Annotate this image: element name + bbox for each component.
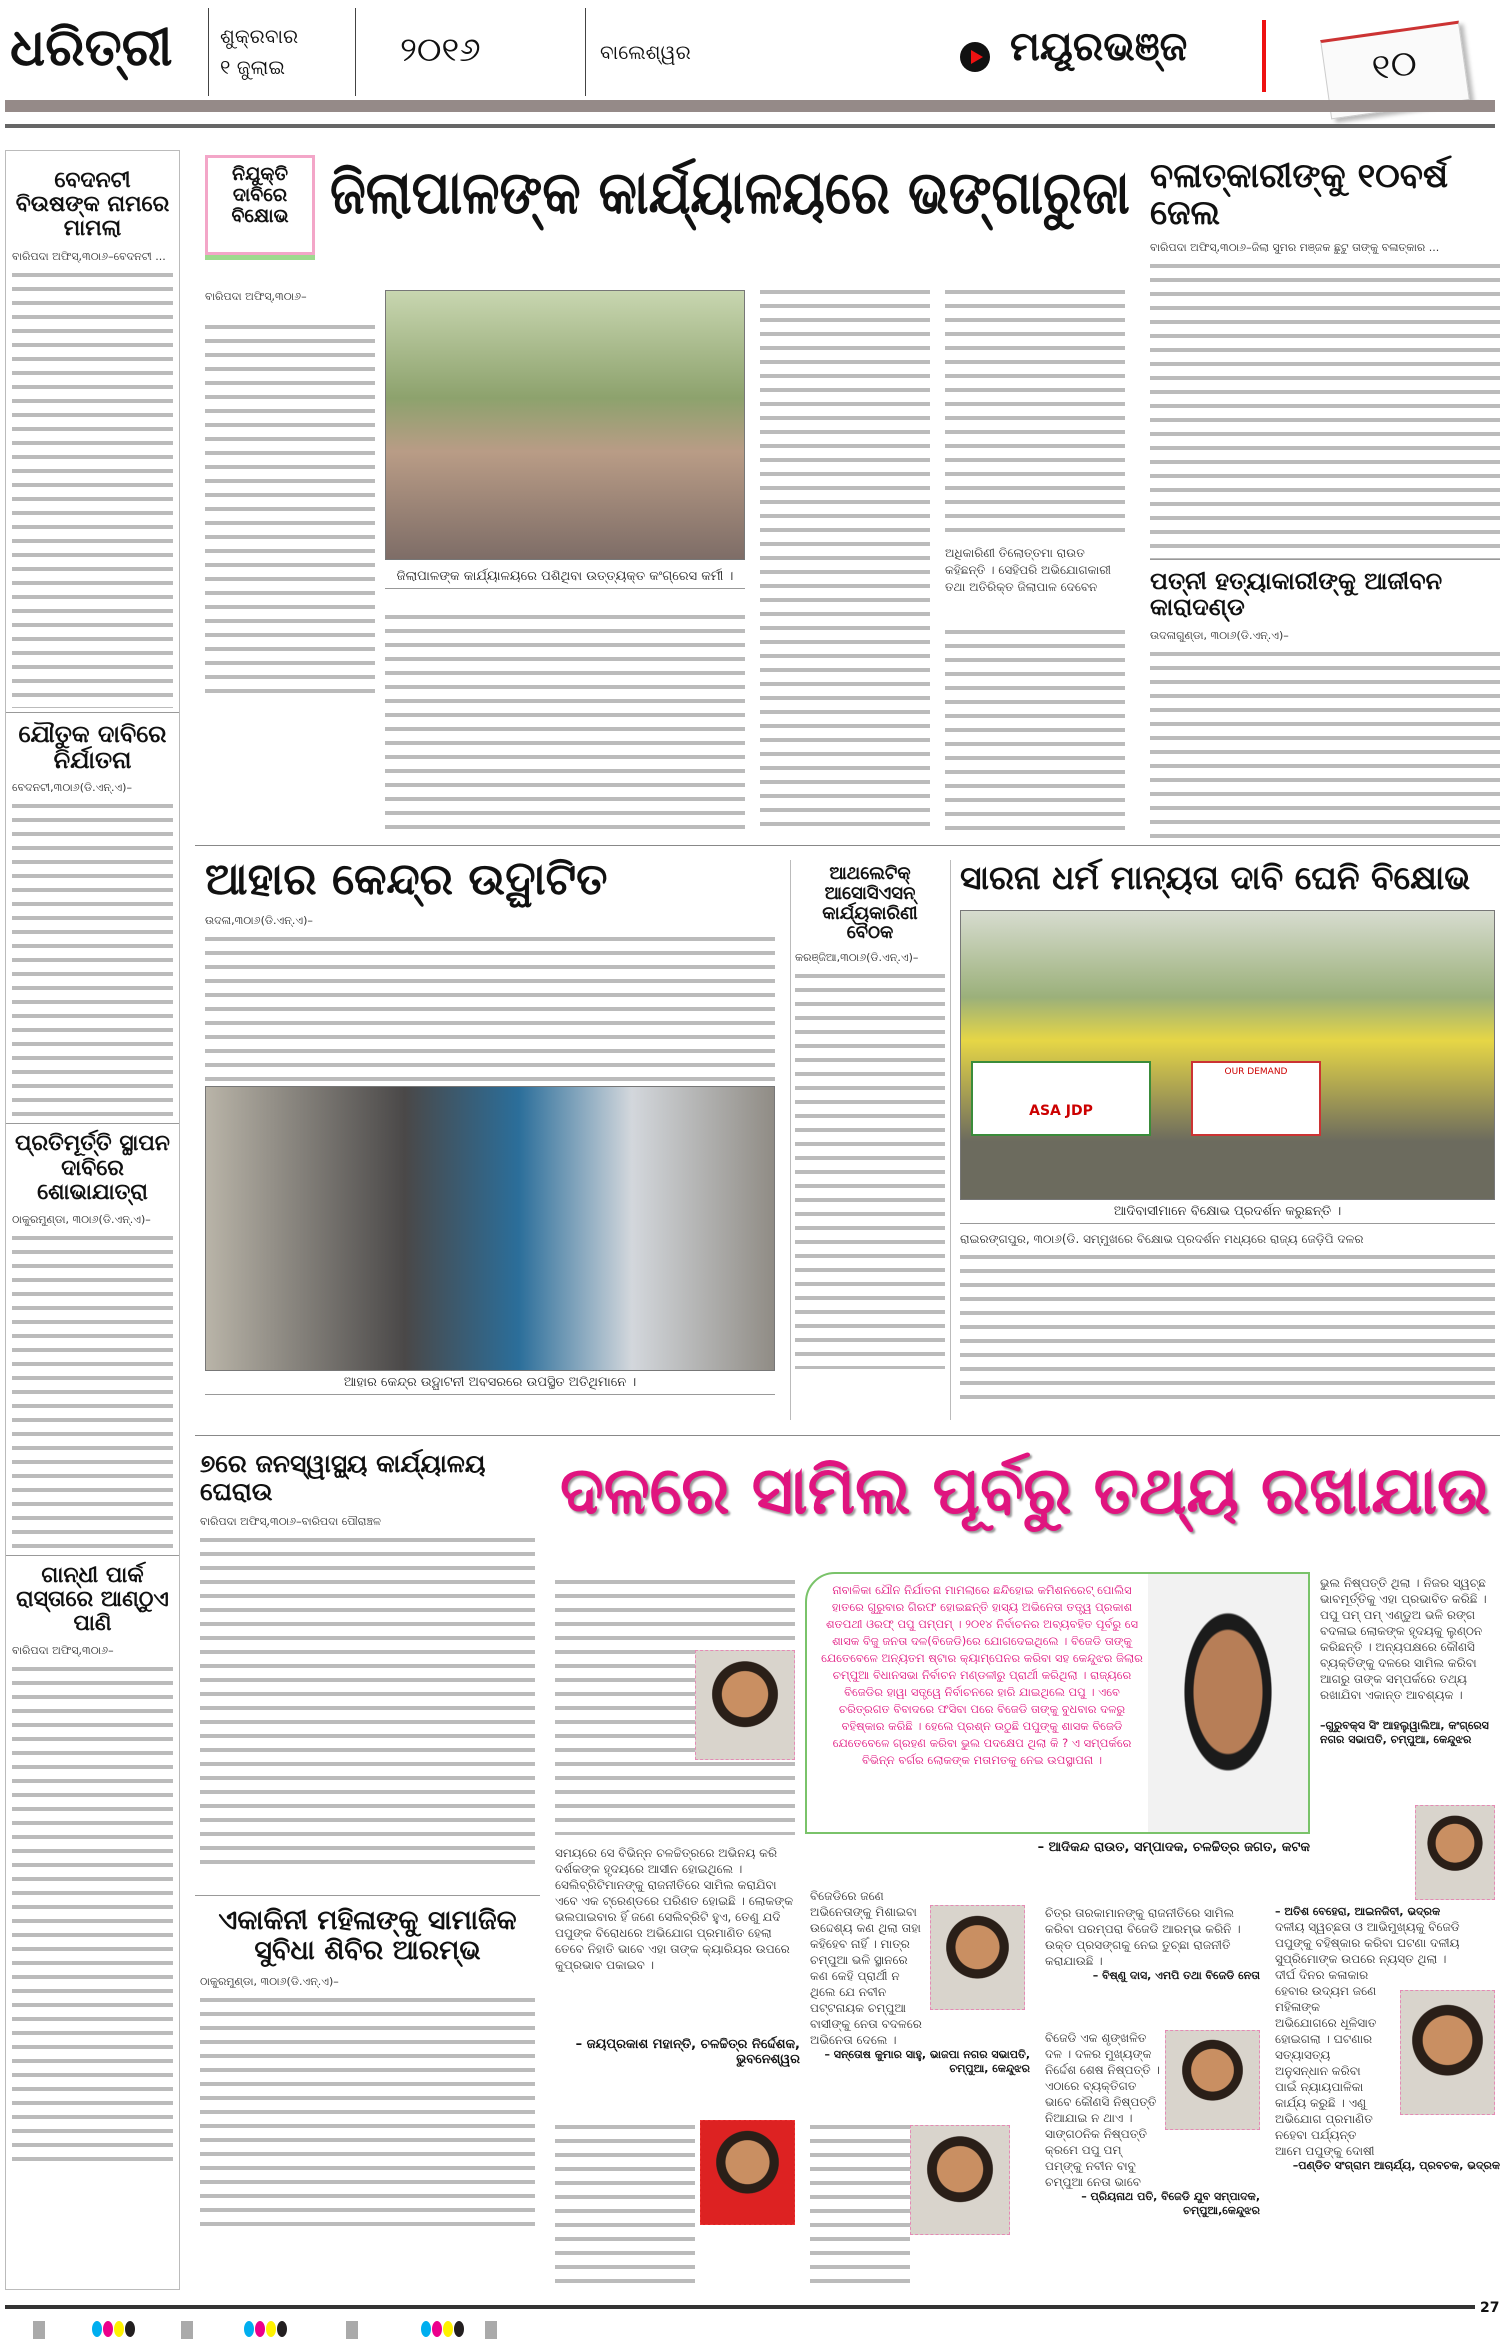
- masthead-edition-wrap: [600, 40, 900, 64]
- headline: ଆଥଲେଟିକ୍ ଆସୋସିଏସନ୍ କାର୍ଯ୍ୟକାରିଣୀ ବୈଠକ: [822, 863, 918, 944]
- masthead-date-wrap: [220, 55, 348, 79]
- headline: ଏକାକିନୀ ମହିଳାଙ୍କୁ ସାମାଜିକ ସୁବିଧା ଶିବିର ଆରମ୍ଭ: [218, 1905, 517, 1966]
- section-title-wrap: [1010, 25, 1250, 69]
- page-number: ୧୦: [1369, 42, 1420, 89]
- photo-caption: ଆଦିବାସୀମାନେ ବିକ୍ଷୋଭ ପ୍ରଦର୍ଶନ କରୁଛନ୍ତି ।: [960, 1200, 1495, 1224]
- story-lead: ରାଇରଙ୍ଗପୁର, ୩୦ା୬(ଡି. ସମ୍ମୁଖରେ ବିକ୍ଷୋଭ ପ୍ରଦର୍ଶନ ମଧ୍ୟରେ ରାଜ୍ୟ ଜେଡ଼ିପି ଦଳର: [960, 1232, 1364, 1247]
- story-lead: ବେଦନଟୀ,୩୦ା୬(ଡି.ଏନ୍.ଏ)–: [12, 781, 132, 795]
- masthead-day-wrap: [220, 24, 348, 48]
- quote-4: ଚିତ୍ର ତାରକାମାନଙ୍କୁ ରାଜନୀତିରେ ସାମିଲ କରିବା ପରମ୍ପରା ବିଜେଡି ଆରମ୍ଭ କରିନି । ଉକ୍ତ ପ୍ରସଙ୍ଗକୁ ନେଇ ତୁଚ୍ଛା ରାଜନୀତି କରାଯାଉଛି । – ବିଷ୍ଣୁ ଦାସ, ଏମପି ତଥା ବିଜେଡି ନେତା: [1045, 1906, 1260, 1982]
- sarana-protest-photo: [960, 910, 1495, 1200]
- headline: ବଳାତ୍କାରୀଙ୍କୁ ୧୦ବର୍ଷ ଜେଲ: [1150, 156, 1449, 234]
- story-lead: ବାରିପଦା ଅଫିସ୍,୩୦ା୬–: [12, 1644, 114, 1658]
- play-bullet-icon: [960, 42, 990, 72]
- quote-6: – ଅତିଶ ବେହେରା, ଆଇନଜିବୀ, ଭଦ୍ରକ ଦଳୀୟ ସ୍ୱଚ୍ଛତା ଓ ଆଭିମୁଖ୍ୟକୁ ବିଜେଡି ପପୁଙ୍କୁ ବହିଷ୍କାର କରିବା ଘଟଣା ଦଳୀୟ ସୁପ୍ରିମୋଙ୍କ ଉପରେ ନ୍ୟସ୍ତ ଥିଲା । ଦୀର୍ଘ ଦିନର କଳାକାର ହେବାର ଉଦ୍ୟମ ଜଣେ ମହିଳାଙ୍କ ଅଭିଯୋଗରେ ଧୂଳିସାତ ହୋଇଗଲା । ଘଟଣାର ସତ୍ୟାସତ୍ୟ ଅନୁସନ୍ଧାନ କରିବା ପାଇଁ ନ୍ୟାୟପାଳିକା କାର୍ଯ୍ୟ କରୁଛି । ଏଣୁ ଅଭିଯୋଗ ପ୍ରମାଣିତ ନହେବା ପର୍ଯ୍ୟନ୍ତ ଆମେ ପପୁଙ୍କୁ ଦୋଷୀ –ପଣ୍ଡିତ ସଂଗ୍ରାମ ଆଚାର୍ଯ୍ୟ, ପ୍ରବଚକ, ଭଦ୍ରକ: [1275, 1905, 1500, 2172]
- janaswasthya-story: [195, 1440, 540, 1890]
- photo-caption: ଜିଲାପାଳଙ୍କ କାର୍ଯ୍ୟାଳୟରେ ପଶିଥିବା ଉତ୍ତ୍ୟକ୍ତ କଂଗ୍ରେସ କର୍ମୀ ।: [385, 565, 745, 589]
- portrait-photo: [930, 1905, 1025, 2010]
- left-column: [5, 150, 180, 2290]
- masthead-edition: ବାଲେଶ୍ୱର: [600, 40, 691, 64]
- headline: ସାରନା ଧର୍ମ ମାନ୍ୟତା ଦାବି ଘେନି ବିକ୍ଷୋଭ: [960, 858, 1471, 897]
- story-lead: ଠାକୁରମୁଣ୍ଡା, ୩୦ା୬(ଡି.ଏନ୍.ଏ)–: [200, 1975, 339, 1989]
- masthead-year-wrap: [400, 30, 570, 70]
- feature-headline: ଦଳରେ ସାମିଲ ପୂର୍ବରୁ ତଥ୍ୟ ରଖାଯାଉ: [560, 1452, 1490, 1529]
- headline: ଗାନ୍ଧୀ ପାର୍କ ରାସ୍ତାରେ ଆଣ୍ଠୁଏ ପାଣି: [6, 1555, 179, 1645]
- quote-1: ଭୁଲ ନିଷ୍ପତ୍ତି ଥିଲା । ନିଜର ସ୍ୱଚ୍ଛ ଭାବମୂର୍ତ୍ତିକୁ ଏହା ପ୍ରଭାବିତ କରିଛି । ପପୁ ପମ୍ ପମ୍ ଏଣ୍ଡୁଅ ଭଳି ରଙ୍ଗ ବଦଳାଇ ଲୋକଙ୍କ ହୃଦୟକୁ ଲୁଣ୍ଠନ କରିଛନ୍ତି । ଅନ୍ୟପକ୍ଷରେ କୌଣସି ବ୍ୟକ୍ତିଙ୍କୁ ଦଳରେ ସାମିଲ କରିବା ଆଗରୁ ତାଙ୍କ ସମ୍ପର୍କରେ ତଥ୍ୟ ରଖାଯିବା ଏକାନ୍ତ ଆବଶ୍ୟକ । –ଗୁରୁବକ୍ସ ସିଂ ଆହଲୁୱାଲିଆ, କଂଗ୍ରେସ ନଗର ସଭାପତି, ଚମ୍ପୁଆ, କେନ୍ଦୁଝର: [1320, 1576, 1489, 1746]
- protest-banner: OUR DEMAND: [1191, 1061, 1321, 1136]
- kicker-box: ନିଯୁକ୍ତି ଦାବିରେ ବିକ୍ଷୋଭ: [205, 155, 315, 255]
- quote-3: ବିଜେଡିରେ ଜଣେ ଅଭିନେତାଙ୍କୁ ମିଶାଇବା ଉଦ୍ଦେଶ୍ୟ କଣ ଥିଲା ତାହା କହିହେବ ନାହିଁ । ମାତ୍ର ଚମ୍ପୁଆ ଭଳି ସ୍ଥାନରେ କଣ କେହି ପ୍ରାର୍ଥୀ ନ ଥିଲେ ଯେ ନବୀନ ପଟ୍ଟନାୟକ ଚମ୍ପୁଆ ବାସୀଙ୍କୁ ନେତା ବଦଳରେ ଅଭିନେତା ଦେଲେ । – ସନ୍ତୋଷ କୁମାର ସାହୁ, ଭାଜପା ନଗର ସଭାପତି, ଚମ୍ପୁଆ, କେନ୍ଦୁଝର: [810, 1889, 1030, 2075]
- attribution-adikanda: – ଆଦିକନ୍ଦ ରାଉତ, ସମ୍ପାଦକ, ଚଳଚ୍ଚିତ୍ର ଜଗତ, କଟକ: [1037, 1840, 1310, 1855]
- headline: ପ୍ରତିମୂର୍ତ୍ତି ସ୍ଥାପନ ଦାବିରେ ଶୋଭାଯାତ୍ରା: [6, 1123, 179, 1213]
- print-registration-marks: [0, 2321, 1501, 2339]
- story-snippet: ଅଧିକାରିଣୀ ତିଲୋତ୍ତମା ରାଉତ କହିଛନ୍ତି । ସେହିପରି ଅଭିଯୋଗକାରୀ ତଥା ଅତିରିକ୍ତ ଜିଲାପାଳ ଦେବେନ: [945, 546, 1111, 594]
- aahar-story: [195, 850, 785, 1430]
- protest-banner: ASA JDP: [971, 1061, 1151, 1136]
- story-lead: ବାରିପଦା ଅଫିସ୍,୩୦ା୬–ବେଦନଟୀ ...: [12, 249, 166, 263]
- photo-caption: ଆହାର କେନ୍ଦ୍ର ଉଦ୍ଘାଟନୀ ଅବସରରେ ଉପସ୍ଥିତ ଅତିଥିମାନେ ।: [205, 1371, 775, 1395]
- sarana-story: [960, 850, 1495, 1430]
- headline: ପତ୍ନୀ ହତ୍ୟାକାରୀଙ୍କୁ ଆଜୀବନ କାରାଦଣ୍ଡ: [1150, 559, 1500, 629]
- portrait-photo: [1400, 1990, 1495, 2115]
- story-lead: ବାରିପଦା ଅଫିସ୍,୩୦ା୬–ବାରିପଦା ପୌରାଞ୍ଚଳ: [200, 1515, 381, 1528]
- portrait-photo: [695, 1650, 795, 1760]
- portrait-photo: [910, 2125, 1010, 2235]
- intro-text: ନାବାଳିକା ଯୌନ ନିର୍ଯାତନା ମାମଲାରେ ଛନ୍ଦିହୋଇ କମିଶନରେଟ୍ ପୋଲିସ ହାତରେ ଗୁରୁବାର ଗିରଫ ହୋଇଛନ୍ତି ହାସ୍ୟ ଅଭିନେତା ତତ୍ତ୍ୱ ପ୍ରକାଶ ଶତପଥୀ ଓରଫ୍ ପପୁ ପମ୍‌ପମ୍ । ୨୦୧୪ ନିର୍ବାଚନର ଅବ୍ୟବହିତ ପୂର୍ବରୁ ସେ ଶାସକ ବିଜୁ ଜନତା ଦଳ(ବିଜେଡି)ରେ ଯୋଗଦେଇଥିଲେ । ବିଜେଡି ତାଙ୍କୁ ଯେତେବେଳେ ଅନ୍ୟତମ ଷ୍ଟାର କ୍ୟାମ୍ପେନର କରିବା ସହ କେନ୍ଦୁଝର ଜିଲାର ଚମ୍ପୁଆ ବିଧାନସଭା ନିର୍ବାଚନ ମଣ୍ଡଳୀରୁ ପ୍ରାର୍ଥୀ କରିଥିଲା । ରାଜ୍ୟରେ ବିଜେଡିର ହାୱା ସତ୍ତ୍ୱେ ନିର୍ବାଚନରେ ହାରି ଯାଇଥିଲେ ପପୁ । ଏବେ ଚରିତ୍ରଗତ ବିବାଦରେ ଫସିବା ପରେ ବିଜେଡି ତାଙ୍କୁ ବୁଧବାର ଦଳରୁ ବହିଷ୍କାର କରିଛି । ହେଲେ ପ୍ରଶ୍ନ ଉଠୁଛି ପପୁଙ୍କୁ ଶାସକ ବିଜେଡି ଯେତେବେଳେ ଗ୍ରହଣ କରିବା ଭୁଲ ପଦକ୍ଷେପ ଥିଲା କି ? ଏ ସମ୍ପର୍କରେ ବିଭିନ୍ନ ବର୍ଗର ଲୋକଙ୍କ ମତାମତକୁ ନେଇ ଉପସ୍ଥାପନା ।: [821, 1583, 1143, 1767]
- quote-5: ବିଜେଡି ଏକ ଶୃଙ୍ଖଳିତ ଦଳ । ଦଳର ମୁଖ୍ୟଙ୍କ ନିର୍ଦ୍ଦେଶ ଶେଷ ନିଷ୍ପତ୍ତି । ଏଠାରେ ବ୍ୟକ୍ତିଗତ ଭାବେ କୌଣସି ନିଷ୍ପତ୍ତି ନିଆଯାଇ ନ ଥାଏ । ସାଙ୍ଗଠନିକ ନିଷ୍ପତ୍ତି କ୍ରମେ ପପୁ ପମ୍ ପମ୍‌ଙ୍କୁ ନବୀନ ବାବୁ ଚମ୍ପୁଆ ନେତା ଭାବେ – ପ୍ରିୟନାଥ ପତି, ବିଜେଡି ଯୁବ ସମ୍ପାଦକ, ଚମ୍ପୁଆ,କେନ୍ଦୁଝର: [1045, 2031, 1260, 2217]
- headline-wrap: [960, 850, 1495, 910]
- portrait-photo: [700, 2120, 795, 2225]
- ekakini-story: [195, 1895, 540, 2290]
- athletic-story: [795, 860, 945, 1420]
- red-divider: [1262, 20, 1266, 92]
- page-number-footer: 27: [1480, 2300, 1500, 2316]
- story-lead: ଠାକୁରମୁଣ୍ଡା, ୩୦ା୬(ଡି.ଏନ୍.ଏ)–: [12, 1212, 151, 1226]
- top-story: [195, 150, 1140, 840]
- aahar-photo: [205, 1086, 775, 1371]
- masthead-date: ୧ ଜୁଲାଇ: [220, 55, 285, 79]
- story-lead: ଉଦଳା,୩୦ା୬(ଡି.ଏନ୍.ଏ)–: [205, 914, 313, 928]
- newspaper-logo: [10, 20, 200, 77]
- section-title: ମୟୂରଭଞ୍ଜ: [1010, 24, 1188, 70]
- masthead-bar: [5, 100, 1495, 112]
- headline-wrap: [195, 850, 785, 914]
- story-lead: ଉଦଳାଗୁଣ୍ଡା, ୩୦ା୬(ଡି.ଏନ୍.ଏ)–: [1150, 628, 1289, 642]
- story-lead: କରଞ୍ଜିଆ,୩୦ା୬(ଡି.ଏନ୍.ଏ)–: [795, 951, 919, 965]
- portrait-photo: [1415, 1805, 1495, 1900]
- footer-rule: [5, 2305, 1475, 2309]
- story-lead: ବାରିପଦା ଅଫିସ୍,୩୦ା୬–: [205, 290, 307, 303]
- logo-text: ଧରିତ୍ରୀ: [10, 18, 173, 78]
- quote-2: ସମୟରେ ସେ ବିଭିନ୍ନ ଚଳଚ୍ଚିତ୍ରରେ ଅଭିନୟ କରି ଦର୍ଶକଙ୍କ ହୃଦୟରେ ଆସୀନ ହୋଇଥିଲେ । ସେଲିବ୍ରିଟିମାନଙ୍କୁ ରାଜନୀତିରେ ସାମିଲ କରାଯିବା ଏବେ ଏକ ଟ୍ରେଣ୍ଡରେ ପରିଣତ ହୋଇଛି । ଲୋକଙ୍କ ଭଲପାଇବାର ହିଁ ଜଣେ ସେଲିବ୍ରିଟି ହୁଏ, ତେଣୁ ଯଦି ପପୁଙ୍କ ବିରୋଧରେ ଅଭିଯୋଗ ପ୍ରମାଣିତ ହେଲା ତେବେ ନିହାତି ଭାବେ ଏହା ତାଙ୍କ କ୍ୟାରିୟର ଉପରେ କୁପ୍ରଭାବ ପକାଇବ । – ଜୟପ୍ରକାଶ ମହାନ୍ତି, ଚଳଚ୍ଚିତ୍ର ନିର୍ଦ୍ଦେଶକ, ଭୁବନେଶ୍ୱର: [555, 1846, 800, 2067]
- feature-headline-wrap: [560, 1452, 1490, 1529]
- main-headline: ଜିଲାପାଳଙ୍କ କାର୍ଯ୍ୟାଳୟରେ ଭଙ୍ଗାରୁଜା: [330, 158, 1130, 228]
- headline: ଯୌତୁକ ଦାବିରେ ନିର୍ଯାତନା: [6, 712, 179, 782]
- story-lead: ବାରିପଦା ଅଫିସ୍,୩୦ା୬–ଜିଲା ସୁମର ମଞ୍ଜକ ଛୁଟୁ ତାଙ୍କୁ ବଳାତ୍କାର ...: [1150, 240, 1440, 254]
- headline: ବେଦନଟୀ ବିଉଷଙ୍କ ନାମରେ ମାମଲା: [15, 168, 170, 242]
- headline: ଆହାର କେନ୍ଦ୍ର ଉଦ୍ଘାଟିତ: [205, 854, 608, 905]
- main-headline-wrap: [330, 160, 1130, 226]
- headline: ୭ରେ ଜନସ୍ୱାସ୍ଥ୍ୟ କାର୍ଯ୍ୟାଳୟ ଘେରାଉ: [200, 1449, 486, 1506]
- feature-intro-box: [805, 1572, 1310, 1834]
- protest-photo: [385, 290, 745, 560]
- right-top-stories: [1150, 150, 1500, 840]
- masthead-year: ୨୦୧୬: [400, 30, 481, 70]
- masthead: [0, 0, 1501, 130]
- masthead-day: ଶୁକ୍ରବାର: [220, 24, 299, 48]
- actor-photo: [1148, 1574, 1308, 1834]
